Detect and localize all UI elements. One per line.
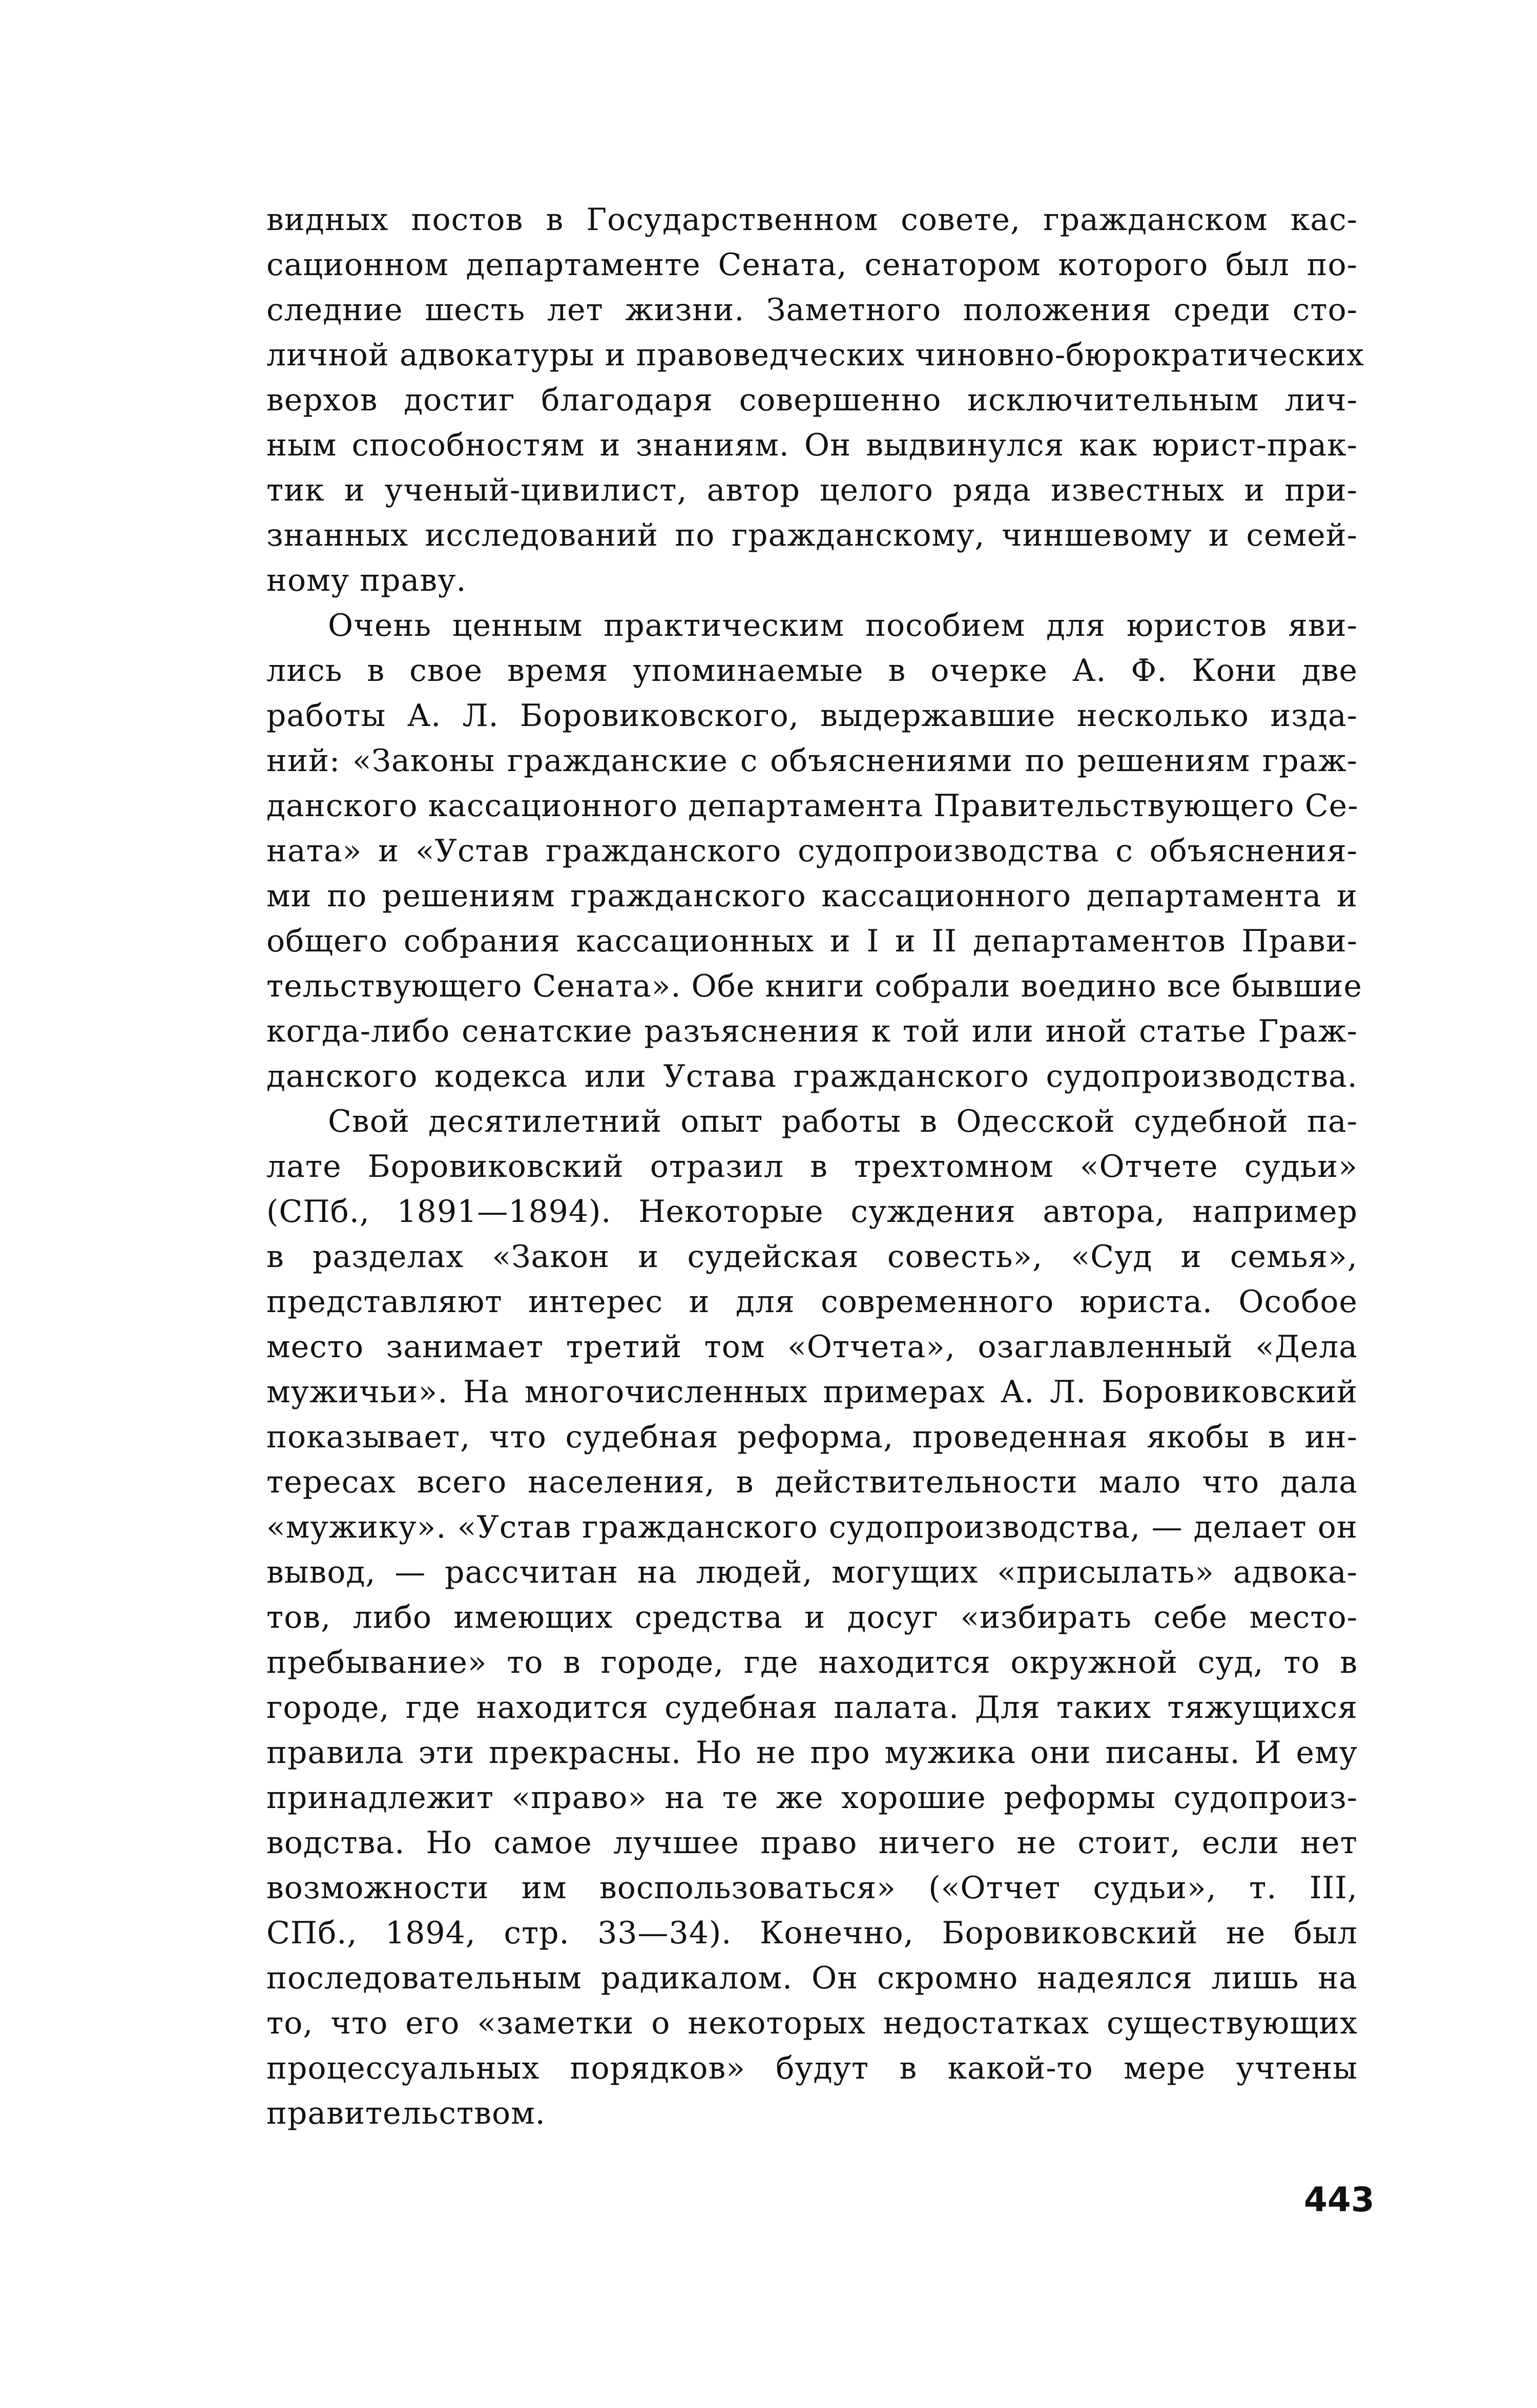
text-line: следние шесть лет жизни. Заметного положения среди сто-	[266, 292, 1358, 328]
text-line: водства. Но самое лучшее право ничего не стоит, если нет	[266, 1825, 1358, 1861]
text-line: ному праву.	[266, 563, 467, 598]
text-line: место занимает третий том «Отчета», озаглавленный «Дела	[266, 1329, 1358, 1365]
text-line: представляют интерес и для современного юриста. Особое	[266, 1284, 1358, 1320]
text-line: «мужику». «Устав гражданского судопроизводства, — делает он	[266, 1509, 1358, 1545]
text-line: работы А. Л. Боровиковского, выдержавшие несколько изда-	[266, 698, 1358, 734]
text-line: городе, где находится судебная палата. Для таких тяжущихся	[266, 1690, 1358, 1726]
text-line: показывает, что судебная реформа, проведенная якобы в ин-	[266, 1419, 1358, 1455]
paragraph-first-line: Очень ценным практическим пособием для юристов яви-	[328, 608, 1358, 643]
text-line: ми по решениям гражданского кассационного департамента и	[266, 878, 1358, 914]
text-line: СПб., 1894, стр. 33—34). Конечно, Боровиковский не был	[266, 1915, 1358, 1951]
text-line: лись в свое время упоминаемые в очерке А. Ф. Кони две	[266, 653, 1358, 689]
text-line: ным способностям и знаниям. Он выдвинулся как юрист-прак-	[266, 427, 1358, 463]
text-line: правила эти прекрасны. Но не про мужика они писаны. И ему	[266, 1735, 1358, 1771]
text-line: пребывание» то в городе, где находится окружной суд, то в	[266, 1645, 1358, 1680]
text-line: видных постов в Государственном совете, гражданском кас-	[266, 202, 1358, 238]
text-line: мужичьи». На многочисленных примерах А. Л. Боровиковский	[266, 1374, 1358, 1410]
text-line: ната» и «Устав гражданского судопроизводства с объяснения-	[266, 833, 1358, 869]
text-line: тельствующего Сената». Обе книги собрали воедино все бывшие	[266, 968, 1363, 1004]
text-line: возможности им воспользоваться» («Отчет судьи», т. III,	[266, 1870, 1358, 1906]
text-line: правительством.	[266, 2095, 546, 2131]
text-line: тов, либо имеющих средства и досуг «избирать себе место-	[266, 1600, 1358, 1635]
text-line: лате Боровиковский отразил в трехтомном «Отчете судьи»	[266, 1149, 1358, 1185]
page-number: 443	[1304, 2180, 1375, 2219]
text-line: последовательным радикалом. Он скромно надеялся лишь на	[266, 1960, 1358, 1996]
text-line: принадлежит «право» на те же хорошие реформы судопроиз-	[266, 1780, 1358, 1816]
text-line: когда-либо сенатские разъяснения к той или иной статье Граж-	[266, 1013, 1358, 1049]
text-line: общего собрания кассационных и I и II департаментов Прави-	[266, 923, 1358, 959]
text-line: процессуальных порядков» будут в какой-то мере учтены	[266, 2050, 1358, 2086]
text-line: тересах всего населения, в действительности мало что дала	[266, 1464, 1358, 1500]
text-line: данского кодекса или Устава гражданского судопроизводства.	[266, 1058, 1358, 1094]
text-line: данского кассационного департамента Правительствующего Се-	[266, 788, 1359, 824]
text-line: верхов достиг благодаря совершенно исключительным лич-	[266, 382, 1358, 418]
text-line: в разделах «Закон и судейская совесть», «Суд и семья»,	[266, 1239, 1358, 1275]
text-line: личной адвокатуры и правоведческих чиновно-бюрократических	[266, 337, 1364, 373]
text-line: сационном департаменте Сената, сенатором которого был по-	[266, 247, 1358, 283]
paragraph-first-line: Свой десятилетний опыт работы в Одесской судебной па-	[328, 1104, 1358, 1139]
text-line: тик и ученый-цивилист, автор целого ряда известных и при-	[266, 472, 1358, 508]
body-text	[266, 197, 1364, 2136]
text-line: (СПб., 1891—1894). Некоторые суждения автора, например	[266, 1194, 1358, 1230]
text-line: ний: «Законы гражданские с объяснениями по решениям граж-	[266, 743, 1358, 779]
text-line: знанных исследований по гражданскому, чиншевому и семей-	[266, 517, 1358, 553]
text-line: то, что его «заметки о некоторых недостатках существующих	[266, 2005, 1358, 2041]
text-line: вывод, — рассчитан на людей, могущих «присылать» адвока-	[266, 1554, 1358, 1590]
